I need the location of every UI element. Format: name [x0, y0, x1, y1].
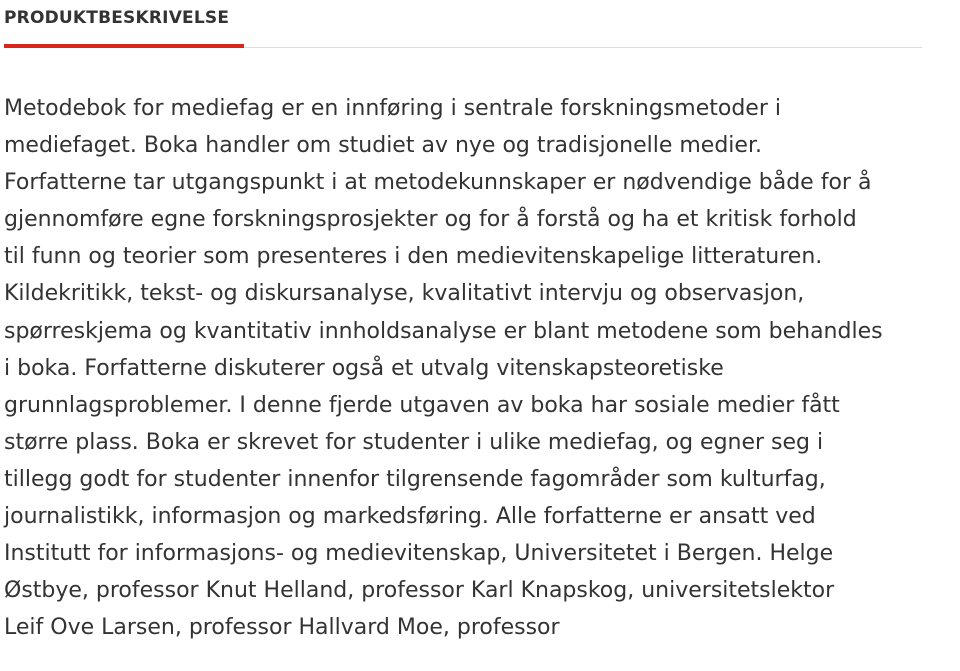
product-description-text: Metodebok for mediefag er en innføring i sentrale forskningsmetoder i mediefaget. Boka handler om studiet av nye og tradisjonelle medier. Forfatterne tar utgangspunkt i at metodekunnskaper er nødvendige både for å gjennomføre egne forskningsprosjekter og for å forstå og ha et kritisk forhold til funn og teorier som presenteres i den medievitenskapelige litteraturen. Kildekritikk, tekst- og diskursanalyse, kvalitativt intervju og observasjon, spørreskjema og kvantitativ innholdsanalyse er blant metodene som behandles i boka. Forfatterne diskuterer også et utvalg vitenskapsteoretiske grunnlagsproblemer. I denne fjerde utgaven av boka har sosiale medier fått større plass. Boka er skrevet for studenter i ulike mediefag, og egner seg i tillegg godt for studenter innenfor tilgrensende fagområder som kulturfag, journalistikk, informasjon og markedsføring. Alle forfatterne er ansatt ved Institutt for informasjons- og medievitenskap, Universitetet i Bergen. Helge Østbye, professor Knut Helland, professor Karl Knapskog, universitetslektor Leif Ove Larsen, professor Hallvard Moe, professor — [4, 96, 883, 641]
tab-product-description[interactable]: PRODUKTBESKRIVELSE — [4, 8, 230, 28]
product-description-section — [4, 0, 922, 641]
active-tab-indicator — [4, 44, 244, 48]
tab-header — [4, 0, 922, 48]
